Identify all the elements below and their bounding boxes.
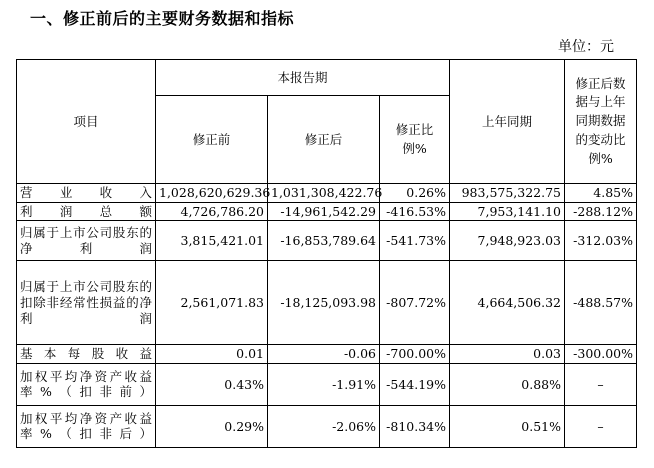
cell-after: -14,961,542.29 [268, 202, 380, 221]
cell-change: -288.12% [565, 202, 637, 221]
cell-change: -312.03% [565, 221, 637, 261]
cell-change: 4.85% [565, 184, 637, 203]
table-row [17, 345, 637, 364]
cell-before: 0.29% [156, 405, 268, 447]
cell-before: 3,815,421.01 [156, 221, 268, 261]
cell-after: -0.06 [268, 345, 380, 364]
cell-prior: 4,664,506.32 [450, 261, 565, 345]
cell-ratio: -807.72% [380, 261, 450, 345]
cell-change: – [565, 363, 637, 405]
cell-ratio: -416.53% [380, 202, 450, 221]
cell-before: 0.01 [156, 345, 268, 364]
header-ratio: 修正比例% [380, 96, 450, 184]
cell-ratio: 0.26% [380, 184, 450, 203]
cell-prior: 7,948,923.03 [450, 221, 565, 261]
cell-before: 2,561,071.83 [156, 261, 268, 345]
header-item: 项目 [17, 60, 156, 184]
cell-prior: 0.88% [450, 363, 565, 405]
table-row [17, 363, 637, 405]
header-prior-year: 上年同期 [450, 60, 565, 184]
cell-before: 1,028,620,629.36 [156, 184, 268, 203]
cell-after: 1,031,308,422.76 [268, 184, 380, 203]
cell-prior: 983,575,322.75 [450, 184, 565, 203]
header-current-period: 本报告期 [156, 60, 450, 96]
cell-ratio: -700.00% [380, 345, 450, 364]
header-before: 修正前 [156, 96, 268, 184]
row-label: 归属于上市公司股东的净利润 [17, 221, 156, 261]
header-after: 修正后 [268, 96, 380, 184]
cell-ratio: -544.19% [380, 363, 450, 405]
row-label: 归属于上市公司股东的扣除非经常性损益的净利润 [17, 261, 156, 345]
cell-prior: 0.51% [450, 405, 565, 447]
financial-data-table [16, 59, 637, 448]
row-label: 加权平均净资产收益率%（扣非后） [17, 405, 156, 447]
cell-after: -18,125,093.98 [268, 261, 380, 345]
cell-after: -1.91% [268, 363, 380, 405]
cell-prior: 0.03 [450, 345, 565, 364]
row-label: 营业收入 [17, 184, 156, 203]
row-label: 加权平均净资产收益率%（扣非前） [17, 363, 156, 405]
table-row [17, 221, 637, 261]
cell-after: -2.06% [268, 405, 380, 447]
section-title: 一、修正前后的主要财务数据和指标 [30, 9, 295, 28]
cell-before: 0.43% [156, 363, 268, 405]
table-row [17, 184, 637, 203]
unit-note: 单位：元 [558, 39, 614, 55]
cell-ratio: -810.34% [380, 405, 450, 447]
cell-change: – [565, 405, 637, 447]
cell-ratio: -541.73% [380, 221, 450, 261]
table-row [17, 405, 637, 447]
cell-after: -16,853,789.64 [268, 221, 380, 261]
table-row [17, 202, 637, 221]
cell-change: -488.57% [565, 261, 637, 345]
table-row [17, 261, 637, 345]
header-change-ratio: 修正后数据与上年同期数据的变动比例% [565, 60, 637, 184]
cell-prior: 7,953,141.10 [450, 202, 565, 221]
row-label: 基本每股收益 [17, 345, 156, 364]
row-label: 利润总额 [17, 202, 156, 221]
cell-change: -300.00% [565, 345, 637, 364]
cell-before: 4,726,786.20 [156, 202, 268, 221]
